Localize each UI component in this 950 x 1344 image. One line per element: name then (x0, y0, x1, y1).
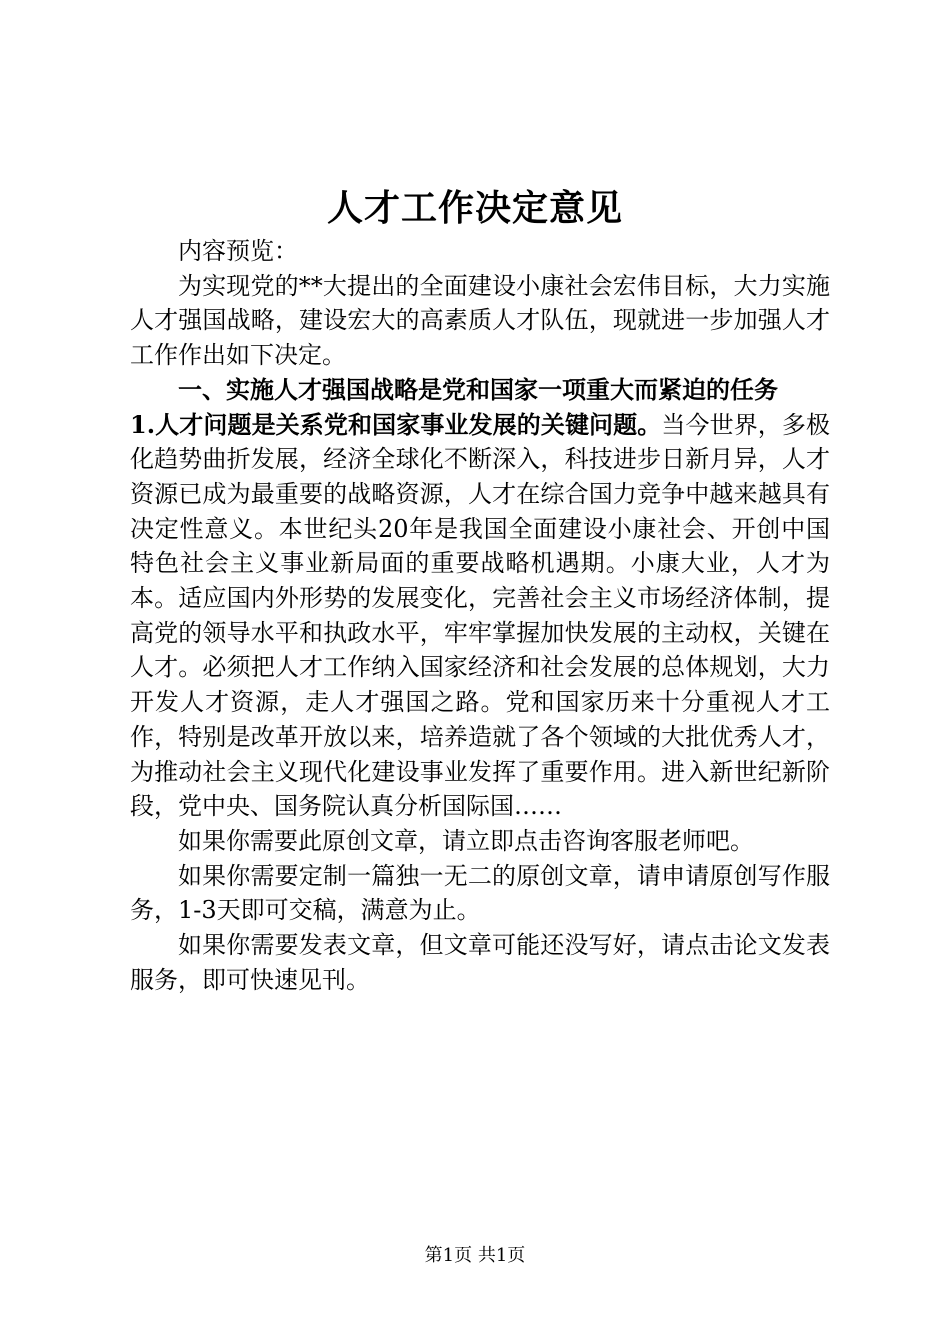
preview-label: 内容预览： (178, 237, 298, 265)
page-footer: 第1页 共1页 (424, 1245, 526, 1266)
notice-custom-writing: 如果你需要定制一篇独一无二的原创文章，请申请原创写作服务，1-3天即可交稿，满意为止。 (130, 861, 830, 925)
notice-publish-service: 如果你需要发表文章，但文章可能还没写好，请点击论文发表服务，即可快速见刊。 (130, 931, 830, 994)
document-body (130, 234, 830, 997)
point-lead: 1.人才问题是关系党和国家事业发展的关键问题。 (130, 409, 662, 439)
intro-paragraph: 为实现党的**大提出的全面建设小康社会宏伟目标，大力实施人才强国战略，建设宏大的高素质人才队伍，现就进一步加强人才工作作出如下决定。 (130, 271, 830, 370)
document-title: 人才工作决定意见 (326, 187, 623, 229)
notice-original-article: 如果你需要此原创文章，请立即点击咨询客服老师吧。 (178, 826, 754, 855)
section-heading: 一、实施人才强国战略是党和国家一项重大而紧迫的任务 (178, 374, 778, 404)
main-paragraph (130, 408, 830, 824)
point-body: 当今世界，多极化趋势曲折发展，经济全球化不断深入，科技进步日新月异，人才资源已成为最重要的战略资源，人才在综合国力竞争中越来越具有决定性意义。本世纪头20年是我国全面建设小康社会、开创中国特色社会主义事业新局面的重要战略机遇期。小康大业，人才为本。适应国内外形势的发展变化，完善社会主义市场经济体制，提高党的领导水平和执政水平，牢牢掌握加快发展的主动权，关键在人才。必须把人才工作纳入国家经济和社会发展的总体规划，大力开发人才资源，走人才强国之路。党和国家历来十分重视人才工作，特别是改革开放以来，培养造就了各个领域的大批优秀人才，为推动社会主义现代化建设事业发挥了重要作用。进入新世纪新阶段，党中央、国务院认真分析国际国…… (130, 410, 831, 821)
